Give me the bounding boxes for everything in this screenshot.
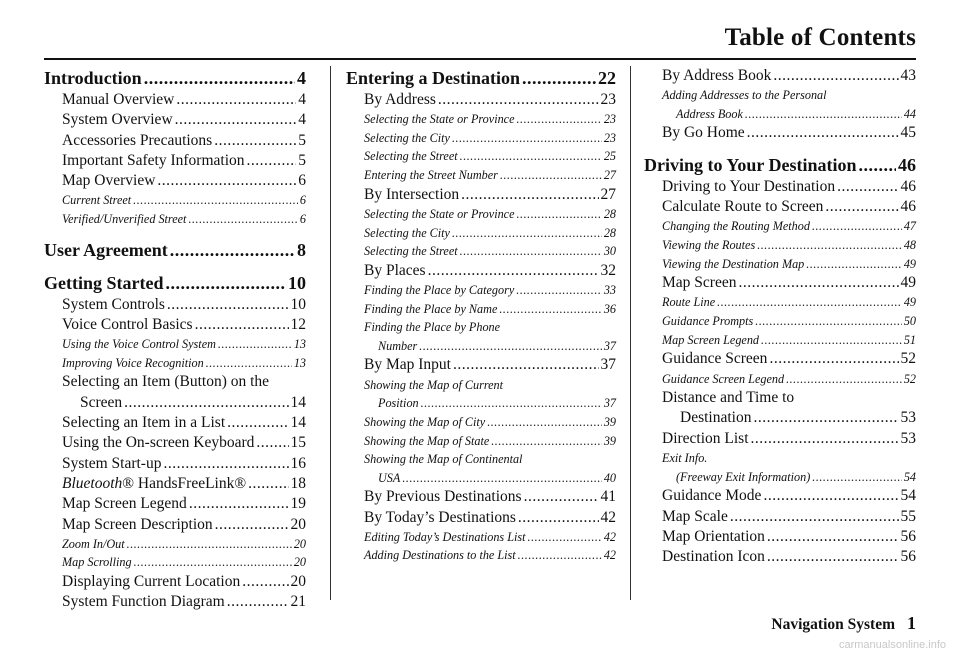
toc-page-number: 6	[299, 193, 306, 208]
toc-page-number: 23	[600, 91, 616, 108]
toc-page-number: 6	[298, 172, 306, 190]
toc-subentry[interactable]	[346, 300, 616, 319]
dot-leader	[195, 315, 289, 335]
toc-subentry[interactable]	[644, 217, 916, 236]
toc-section-heading[interactable]	[346, 66, 616, 90]
toc-page-number: 16	[290, 454, 306, 472]
toc-section-heading[interactable]	[44, 66, 306, 90]
toc-entry-title: Map Overview	[62, 172, 156, 190]
toc-entry[interactable]	[346, 185, 616, 205]
toc-page-number: 42	[600, 508, 616, 526]
toc-page-number: 28	[603, 225, 616, 240]
toc-entry[interactable]	[346, 508, 616, 528]
toc-entry-title: (Freeway Exit Information)	[676, 469, 811, 484]
toc-page-number: 5	[298, 151, 306, 169]
toc-entry[interactable]	[44, 474, 306, 494]
toc-subentry[interactable]	[44, 354, 306, 373]
toc-subentry[interactable]	[346, 110, 616, 129]
toc-entry-title: By Intersection	[364, 185, 460, 203]
toc-subentry[interactable]	[44, 535, 306, 554]
toc-subentry[interactable]	[346, 147, 616, 166]
toc-entry-title: Editing Today’s Destinations List	[364, 529, 526, 544]
toc-page-number: 39	[603, 433, 616, 448]
toc-entry[interactable]	[44, 433, 306, 453]
toc-entry-title: Current Street	[62, 193, 132, 208]
dot-leader	[157, 171, 296, 191]
toc-entry-title: Viewing the Routes	[662, 237, 756, 252]
toc-page-number: 50	[903, 314, 916, 329]
toc-entry-title: Manual Overview	[62, 91, 175, 108]
toc-entry-title: Adding Addresses to the Personal	[662, 88, 827, 103]
dot-leader	[167, 295, 289, 315]
toc-entry[interactable]	[644, 388, 916, 429]
dot-leader	[517, 205, 602, 224]
toc-section-heading[interactable]	[44, 271, 306, 295]
dot-leader	[248, 474, 288, 494]
toc-entry-title: Calculate Route to Screen	[662, 198, 824, 216]
toc-entry[interactable]	[644, 197, 916, 217]
dot-leader	[518, 546, 602, 565]
toc-entry-title: Viewing the Destination Map	[662, 256, 805, 271]
toc-entry[interactable]	[644, 547, 916, 567]
toc-entry-title: Getting Started	[44, 272, 164, 293]
toc-entry[interactable]	[44, 110, 306, 130]
toc-entry-title: Finding the Place by Name	[364, 301, 498, 316]
dot-leader	[773, 66, 898, 86]
toc-page-number: 49	[903, 295, 916, 310]
toc-entry[interactable]	[44, 151, 306, 171]
dot-leader	[214, 131, 296, 151]
dot-leader	[747, 123, 899, 143]
toc-subentry[interactable]	[644, 255, 916, 274]
dot-leader	[247, 151, 297, 171]
dot-leader	[438, 90, 599, 110]
toc-entry[interactable]	[644, 273, 916, 293]
dot-leader	[127, 535, 292, 554]
toc-page-number: 47	[903, 219, 916, 234]
toc-page-number: 25	[603, 149, 616, 164]
toc-entry-title: By Previous Destinations	[364, 488, 522, 506]
toc-entry[interactable]	[346, 487, 616, 507]
toc-page-number: 52	[903, 371, 916, 386]
toc-entry[interactable]	[644, 429, 916, 449]
dot-leader	[825, 197, 898, 217]
toc-entry-title: User Agreement	[44, 239, 168, 260]
toc-entry[interactable]	[644, 123, 916, 143]
toc-page-number: 10	[290, 295, 306, 313]
toc-entry-title: Address Book	[676, 106, 743, 121]
toc-entry-title: Exit Info.	[662, 451, 708, 466]
toc-entry-title: Selecting the Street	[364, 244, 458, 259]
toc-column-2	[346, 66, 616, 565]
toc-page-number: 43	[900, 67, 916, 84]
toc-entry-title: Map Screen Legend	[662, 332, 760, 347]
toc-entry-title: Selecting the City	[364, 225, 450, 240]
dot-leader	[461, 185, 598, 205]
toc-entry-title: By Address	[364, 91, 436, 108]
dot-leader	[134, 553, 292, 572]
toc-entry-title: Using the Voice Control System	[62, 337, 216, 352]
dot-leader	[428, 261, 599, 281]
toc-entry-title: System Controls	[62, 295, 165, 313]
toc-entry-title: Map Screen Description	[62, 515, 213, 533]
toc-entry[interactable]	[346, 90, 616, 110]
dot-leader	[421, 394, 602, 413]
toc-entry[interactable]	[644, 507, 916, 527]
dot-leader	[460, 242, 602, 261]
dot-leader	[227, 592, 289, 612]
toc-page-number: 13	[293, 355, 306, 370]
dot-leader	[227, 413, 288, 433]
dot-leader	[453, 355, 599, 375]
toc-subentry[interactable]	[644, 236, 916, 255]
toc-page-number: 5	[298, 131, 306, 149]
dot-leader	[452, 129, 602, 148]
dot-leader	[175, 110, 297, 130]
toc-entry[interactable]	[644, 527, 916, 547]
toc-entry-title: Screen	[80, 393, 123, 411]
toc-entry-title: Number	[378, 338, 418, 353]
toc-entry[interactable]	[44, 315, 306, 335]
toc-entry[interactable]	[644, 349, 916, 369]
toc-entry-title: System Function Diagram	[62, 593, 225, 611]
toc-page-number: 39	[603, 414, 616, 429]
dot-leader	[767, 527, 899, 547]
toc-entry-title: Showing the Map of Current	[364, 377, 504, 392]
toc-page-number: 33	[603, 283, 616, 298]
toc-subentry[interactable]	[44, 210, 306, 229]
toc-entry-title: Map Orientation	[662, 527, 765, 545]
toc-page-number: 52	[900, 350, 916, 368]
toc-page-number: 55	[900, 507, 916, 525]
toc-subentry[interactable]	[644, 293, 916, 312]
toc-page-number: 46	[900, 198, 916, 216]
toc-entry-title: Guidance Screen	[662, 350, 768, 368]
toc-entry[interactable]	[644, 177, 916, 197]
toc-page-number: 6	[299, 212, 306, 227]
toc-subentry[interactable]	[346, 546, 616, 565]
toc-subentry[interactable]	[644, 449, 916, 486]
toc-subentry[interactable]	[346, 224, 616, 243]
toc-page-number: 49	[903, 256, 916, 271]
toc-entry[interactable]	[44, 295, 306, 315]
toc-entry-title: Map Screen Legend	[62, 495, 187, 513]
footer-section-title: Navigation System	[771, 616, 895, 633]
dot-leader	[215, 515, 289, 535]
dot-leader	[717, 293, 902, 312]
toc-page-number: 15	[290, 434, 306, 452]
toc-column-3	[644, 66, 916, 567]
dot-leader	[242, 572, 288, 592]
toc-entry-title: Selecting the State or Province	[364, 112, 515, 127]
toc-page-number: 14	[290, 393, 306, 411]
toc-entry-title: Guidance Prompts	[662, 314, 754, 329]
toc-entry-title: System Start-up	[62, 454, 162, 472]
dot-leader	[124, 393, 288, 413]
toc-page-number: 45	[900, 124, 916, 142]
toc-entry-title: USA	[378, 470, 401, 485]
toc-page-number: 20	[290, 515, 306, 533]
dot-leader	[144, 66, 295, 90]
dot-leader	[738, 273, 898, 293]
toc-entry-title: Finding the Place by Category	[364, 283, 515, 298]
dot-leader	[812, 217, 902, 236]
toc-page-number: 22	[598, 68, 616, 88]
dot-leader	[517, 110, 602, 129]
dot-leader	[812, 468, 902, 487]
toc-page-number: 14	[290, 414, 306, 432]
toc-entry-title: Route Line	[662, 295, 716, 310]
toc-page-number: 10	[288, 272, 306, 293]
dot-leader	[751, 429, 899, 449]
toc-entry-title: Map Screen	[662, 274, 737, 292]
toc-entry-title: Voice Control Basics	[62, 315, 193, 333]
toc-entry-title: Changing the Routing Method	[662, 219, 810, 234]
toc-page-number: 49	[900, 274, 916, 292]
toc-entry-title: Showing the Map of Continental	[364, 452, 523, 467]
toc-page-number: 30	[603, 244, 616, 259]
toc-page-number: 37	[600, 356, 616, 374]
dot-leader	[757, 236, 902, 255]
toc-page-number: 4	[297, 68, 306, 88]
toc-entry-title: Zoom In/Out	[62, 536, 125, 551]
dot-leader	[402, 469, 601, 488]
toc-entry-title: Verified/Unverified Street	[62, 212, 187, 227]
toc-entry[interactable]	[644, 486, 916, 506]
toc-page-number: 4	[298, 91, 306, 108]
toc-page-number: 44	[903, 106, 916, 121]
dot-leader	[763, 486, 898, 506]
toc-entry-title: Entering a Destination	[346, 68, 521, 88]
dot-leader	[528, 528, 602, 547]
toc-entry-title: Guidance Screen Legend	[662, 371, 785, 386]
toc-page-number: 4	[298, 111, 306, 129]
toc-page-number: 54	[903, 469, 916, 484]
toc-subentry[interactable]	[644, 370, 916, 389]
dot-leader	[452, 224, 602, 243]
toc-subentry[interactable]	[44, 553, 306, 572]
dot-leader	[767, 547, 899, 567]
dot-leader	[133, 191, 298, 210]
dot-leader	[499, 300, 601, 319]
toc-entry-title: By Go Home	[662, 124, 745, 142]
dot-leader	[170, 238, 295, 262]
toc-page-number: 53	[900, 409, 916, 427]
toc-subentry[interactable]	[346, 413, 616, 432]
toc-page-number: 56	[900, 548, 916, 566]
toc-subentry[interactable]	[44, 335, 306, 354]
toc-page-number: 40	[603, 470, 616, 485]
toc-entry-title: Showing the Map of City	[364, 414, 486, 429]
toc-entry-title: Map Scale	[662, 507, 728, 525]
toc-subentry[interactable]	[346, 205, 616, 224]
dot-leader	[518, 508, 599, 528]
toc-entry-title: Selecting an Item (Button) on the	[62, 373, 270, 391]
toc-entry-title: Selecting an Item in a List	[62, 414, 226, 432]
toc-page-number: 20	[293, 536, 306, 551]
column-divider-1	[330, 66, 331, 600]
toc-page-number: 54	[900, 487, 916, 505]
toc-subentry[interactable]	[346, 376, 616, 413]
dot-leader	[218, 335, 292, 354]
toc-page-number: 18	[290, 474, 306, 492]
toc-section-heading[interactable]	[644, 153, 916, 177]
dot-leader	[806, 255, 902, 274]
toc-column-1	[44, 66, 306, 613]
dot-leader	[500, 166, 602, 185]
dot-leader	[516, 281, 602, 300]
toc-subentry[interactable]	[644, 86, 916, 123]
toc-entry[interactable]	[644, 66, 916, 86]
dot-leader	[769, 349, 898, 369]
dot-leader	[487, 413, 602, 432]
toc-entry[interactable]	[44, 131, 306, 151]
toc-page-number: 42	[603, 529, 616, 544]
toc-page-number: 42	[603, 548, 616, 563]
toc-entry-title: Entering the Street Number	[364, 168, 498, 183]
toc-entry-title: Position	[378, 396, 419, 411]
toc-entry-title: Distance and Time to	[662, 389, 795, 407]
dot-leader	[524, 487, 599, 507]
dot-leader	[491, 432, 602, 451]
dot-leader	[163, 454, 288, 474]
toc-entry[interactable]	[44, 90, 306, 110]
toc-entry-title: Destination	[680, 409, 752, 427]
toc-entry-title: Selecting the City	[364, 130, 450, 145]
toc-entry-title: Selecting the State or Province	[364, 206, 515, 221]
watermark: carmanualsonline.info	[838, 639, 946, 651]
toc-entry[interactable]	[44, 494, 306, 514]
toc-page-number: 28	[603, 206, 616, 221]
toc-page-number: 36	[603, 301, 616, 316]
toc-entry-title: Guidance Mode	[662, 487, 762, 505]
toc-page-number: 53	[900, 429, 916, 447]
dot-leader	[176, 90, 296, 110]
dot-leader	[188, 210, 297, 229]
toc-page-number: 37	[603, 338, 616, 353]
toc-entry-title: By Places	[364, 261, 426, 279]
dot-leader	[165, 271, 286, 295]
toc-entry-title: By Address Book	[662, 67, 772, 84]
toc-subentry[interactable]	[346, 242, 616, 261]
toc-page-number: 46	[898, 154, 916, 175]
toc-entry[interactable]	[44, 171, 306, 191]
dot-leader	[859, 153, 896, 177]
toc-page-number: 51	[903, 332, 916, 347]
toc-entry-title: By Today’s Destinations	[364, 508, 516, 526]
toc-subentry[interactable]	[346, 450, 616, 487]
dot-leader	[206, 354, 292, 373]
dot-leader	[522, 66, 596, 90]
column-divider-2	[630, 66, 631, 600]
toc-page-number: 46	[900, 177, 916, 195]
toc-entry[interactable]	[346, 355, 616, 375]
toc-entry-title: Destination Icon	[662, 548, 765, 566]
toc-subentry[interactable]	[644, 312, 916, 331]
toc-entry-title: Driving to Your Destination	[662, 177, 836, 195]
dot-leader	[786, 370, 902, 389]
page-footer	[771, 613, 916, 634]
toc-entry-title: Using the On-screen Keyboard	[62, 434, 255, 452]
dot-leader	[730, 507, 899, 527]
dot-leader	[755, 312, 902, 331]
toc-page-number: 23	[603, 112, 616, 127]
title-divider	[44, 58, 916, 60]
toc-entry-title: Showing the Map of State	[364, 433, 490, 448]
toc-entry[interactable]	[44, 413, 306, 433]
toc-entry-title: Finding the Place by Phone	[364, 320, 501, 335]
toc-entry[interactable]	[44, 372, 306, 413]
toc-page-number: 32	[600, 261, 616, 279]
toc-subentry[interactable]	[346, 166, 616, 185]
toc-entry-title: Selecting the Street	[364, 149, 458, 164]
toc-subentry[interactable]	[346, 318, 616, 355]
toc-subentry[interactable]	[44, 191, 306, 210]
dot-leader	[761, 331, 902, 350]
toc-entry-title: Direction List	[662, 429, 749, 447]
page-number: 1	[907, 613, 916, 633]
toc-entry-title: Displaying Current Location	[62, 573, 241, 591]
toc-page-number: 20	[290, 573, 306, 591]
toc-subentry[interactable]	[346, 129, 616, 148]
toc-entry-title: Map Scrolling	[62, 555, 132, 570]
dot-leader	[837, 177, 898, 197]
toc-entry[interactable]	[44, 572, 306, 592]
toc-subentry[interactable]	[644, 331, 916, 350]
toc-page-number: 37	[603, 396, 616, 411]
toc-page-number: 41	[600, 488, 616, 506]
toc-page-number: 48	[903, 237, 916, 252]
toc-entry[interactable]	[44, 592, 306, 612]
toc-page-number: 27	[603, 168, 616, 183]
toc-entry-title: Accessories Precautions	[62, 131, 213, 149]
toc-entry-title: Introduction	[44, 68, 142, 88]
toc-subentry[interactable]	[346, 281, 616, 300]
toc-entry-title: Adding Destinations to the List	[364, 548, 516, 563]
toc-page-number: 13	[293, 337, 306, 352]
toc-section-heading[interactable]	[44, 238, 306, 262]
toc-subentry[interactable]	[346, 432, 616, 451]
toc-page-number: 20	[293, 555, 306, 570]
toc-page-number: 21	[290, 593, 306, 611]
toc-subentry[interactable]	[346, 528, 616, 547]
toc-page-number: 56	[900, 527, 916, 545]
toc-entry[interactable]	[346, 261, 616, 281]
toc-entry-title: Bluetooth® HandsFreeLink®	[62, 474, 247, 492]
dot-leader	[753, 408, 898, 428]
dot-leader	[419, 337, 602, 356]
toc-entry-title: Driving to Your Destination	[644, 154, 857, 175]
toc-entry-title: System Overview	[62, 111, 173, 129]
toc-entry[interactable]	[44, 515, 306, 535]
toc-entry[interactable]	[44, 454, 306, 474]
dot-leader	[256, 433, 288, 453]
toc-page-number: 8	[297, 239, 306, 260]
dot-leader	[460, 147, 602, 166]
toc-entry-title: Important Safety Information	[62, 151, 245, 169]
toc-page-number: 23	[603, 130, 616, 145]
toc-page-number: 27	[600, 185, 616, 203]
toc-page-number: 12	[290, 315, 306, 333]
toc-entry-title: By Map Input	[364, 356, 451, 374]
page-title: Table of Contents	[724, 24, 916, 51]
dot-leader	[189, 494, 289, 514]
dot-leader	[745, 105, 902, 124]
toc-page-number: 19	[290, 495, 306, 513]
toc-entry-title: Improving Voice Recognition	[62, 355, 204, 370]
